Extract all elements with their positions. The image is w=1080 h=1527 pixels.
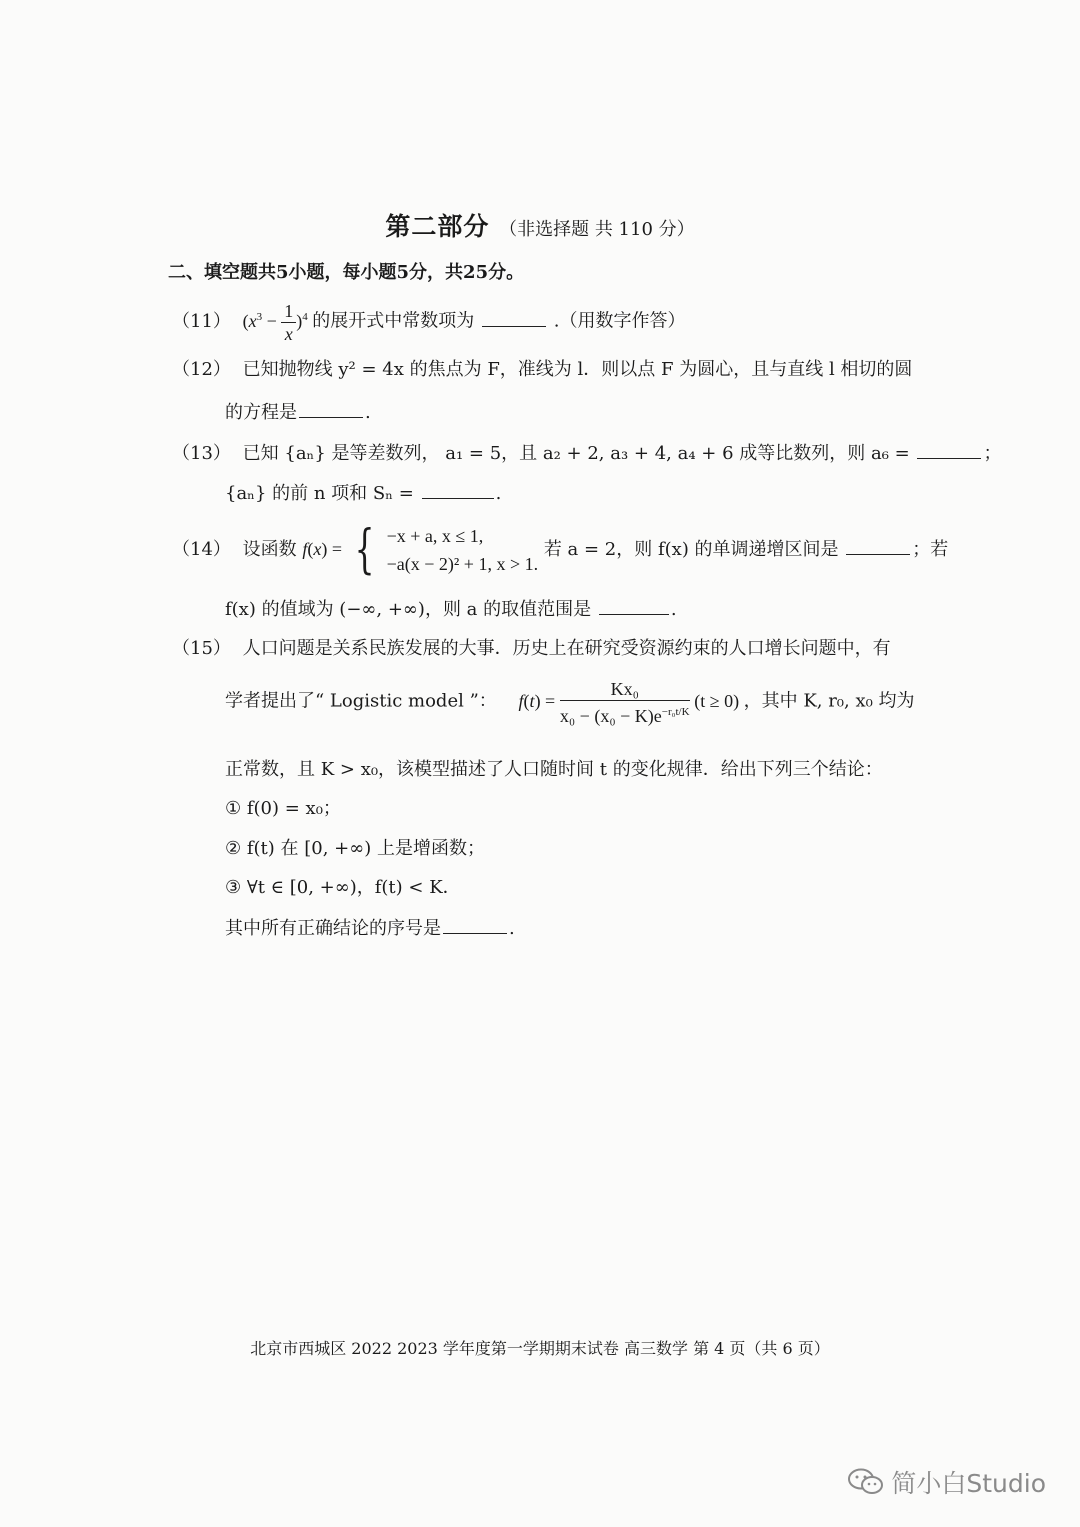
question-number: （11） <box>172 310 231 332</box>
question-number: （15） <box>172 638 231 659</box>
section-heading: 二、填空题共5小题，每小题5分，共25分。 <box>168 262 525 283</box>
q15-formula: f(t) = $\frac{\text{Kx₀}}{x_0 - (x_0 - K)e^{-r_0t/K}}$ (t ≥ 0) <box>518 679 740 726</box>
answer-blank[interactable] <box>482 308 546 327</box>
watermark <box>847 1464 1046 1500</box>
question-13: （13） 已知 {aₙ} 是等差数列， a₁ = 5，且 a₂ + 2, a₃ + 4, a₄ + 6 成等比数列，则 a₆ = ； <box>172 440 1001 466</box>
question-number: （14） <box>172 539 231 560</box>
conclusion-3: ③ ∀t ∈ [0, +∞)，f(t) < K． <box>225 877 461 898</box>
answer-blank[interactable] <box>299 399 363 418</box>
q14-line2: f(x) 的值域为 (−∞, +∞)，则 a 的取值范围是 <box>225 599 592 620</box>
page-title <box>0 207 1080 243</box>
q15-line1: 人口问题是关系民族发展的大事．历史上在研究受资源约束的人口增长问题中，有 <box>242 638 891 659</box>
q14-cases <box>387 522 538 578</box>
part-subtitle: （非选择题 共 110 分） <box>499 219 695 240</box>
question-12 <box>172 358 912 382</box>
q12-line1: 已知抛物线 y² = 4x 的焦点为 F，准线为 l．则以点 F 为圆心，且与直线 l 相切的圆 <box>242 359 913 380</box>
q14-case2: −a(x − 2)² + 1, x > 1. <box>386 554 539 574</box>
question-11 <box>172 300 686 345</box>
q15-line2-lead: 学者提出了“ Logistic model ”： <box>225 690 497 712</box>
answer-blank[interactable] <box>443 915 507 934</box>
question-15-last: 其中所有正确结论的序号是 . <box>225 915 515 941</box>
wechat-icon <box>847 1467 885 1497</box>
brace-icon: { <box>354 520 375 580</box>
q14-lead: 设函数 <box>242 539 297 560</box>
question-15 <box>172 637 891 661</box>
q13-line1: 已知 {aₙ} 是等差数列， a₁ = 5，且 a₂ + 2, a₃ + 4, a₄ + 6 成等比数列，则 a₆ = <box>242 443 910 464</box>
q15-line-last: 其中所有正确结论的序号是 <box>225 918 441 939</box>
answer-blank[interactable] <box>846 536 910 555</box>
formula-numerator: Kx₀ <box>560 678 690 701</box>
question-12-line2: 的方程是 . <box>225 399 371 425</box>
q11-expression: ($x^3$ − $\frac{1}{x}$ )$^4$ <box>242 301 308 344</box>
formula-condition: (t ≥ 0) <box>694 690 740 711</box>
question-number: （13） <box>172 443 231 464</box>
q13-line2: {aₙ} 的前 n 项和 Sₙ = <box>225 483 414 504</box>
formula-denominator: x₀ − (x₀ − K)e <box>559 706 662 726</box>
part-title: 第二部分 <box>385 212 490 241</box>
question-number: （12） <box>172 359 231 380</box>
watermark-text: 简小白Studio <box>891 1469 1046 1498</box>
q15-line2-tail: ，其中 K, r₀, x₀ 均为 <box>743 690 915 712</box>
q11-tail: .（用数字作答） <box>553 310 686 332</box>
q14-case1: −x + a, x ≤ 1, <box>386 526 484 546</box>
question-14-line2: f(x) 的值域为 (−∞, +∞)，则 a 的取值范围是 . <box>225 596 677 622</box>
question-15-line2 <box>225 678 915 727</box>
q14-fx: f <box>302 539 308 559</box>
question-13-line2: {aₙ} 的前 n 项和 Sₙ = . <box>225 480 501 506</box>
answer-blank[interactable] <box>422 480 494 499</box>
q14-mid: 若 a = 2，则 f(x) 的单调递增区间是 <box>543 539 839 560</box>
conclusion-1: ① f(0) = x₀； <box>225 798 341 819</box>
q12-line2: 的方程是 <box>225 402 297 423</box>
question-14: （14） 设函数 f(x) = { −x + a, x ≤ 1, −a(x − 2)² + 1, x > 1. 若 a = 2，则 f(x) 的单调递增区间是 ；若 <box>172 520 949 580</box>
answer-blank[interactable] <box>917 440 981 459</box>
q11-text: 的展开式中常数项为 <box>312 310 475 332</box>
q14-tail: ；若 <box>912 539 949 560</box>
answer-blank[interactable] <box>599 596 669 615</box>
question-15-line3: 正常数，且 K > x₀，该模型描述了人口随时间 t 的变化规律．给出下列三个结论： <box>225 759 883 780</box>
page-footer: 北京市西城区 2022 2023 学年度第一学期期末试卷 高三数学 第 4 页（共 6 页） <box>250 1339 830 1358</box>
conclusion-2: ② f(t) 在 [0, +∞) 上是增函数； <box>225 838 485 859</box>
